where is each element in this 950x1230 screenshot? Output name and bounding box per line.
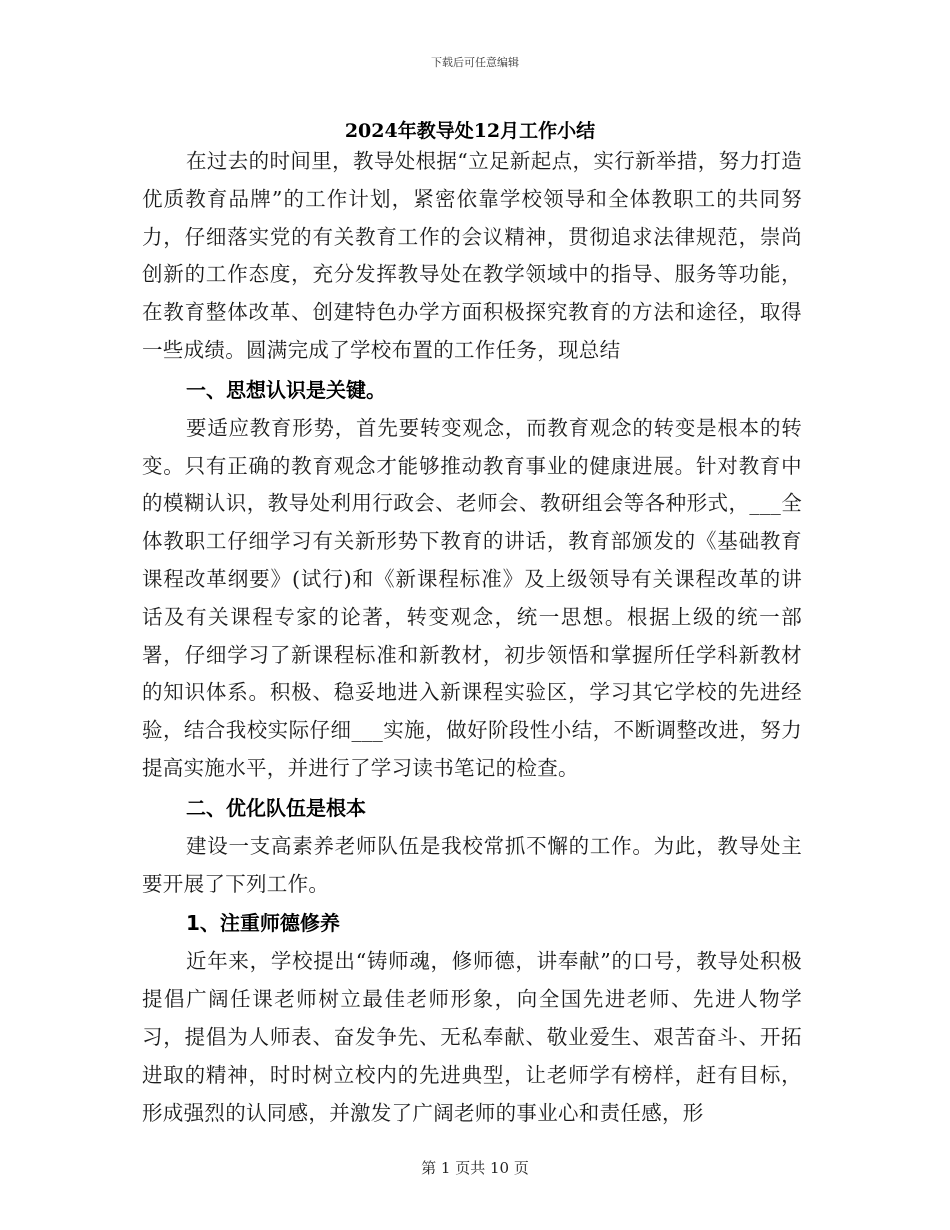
subsection-2-1-paragraph: 近年来，学校提出“铸师魂，修师德，讲奉献”的口号，教导处积极提倡广阔任课老师树立最佳老师形象，向全国先进老师、先进人物学习，提倡为人师表、奋发争先、无私奉献、敬业爱生、艰苦奋斗、开拓进取的精神，时时树立校内的先进典型，让老师学有榜样，赶有目标，形成强烈的认同感，并激发了广阔老师的事业心和责任感，形 — [142, 949, 802, 1125]
page-number-footer: 第 1 页共 10 页 — [421, 1159, 529, 1177]
section-1-paragraph: 要适应教育形势，首先要转变观念，而教育观念的转变是根本的转变。只有正确的教育观念才能够推动教育事业的健康进展。针对教育中的模糊认识，教导处利用行政会、老师会、教研组会等各种形式，___全体教职工仔细学习有关新形势下教育的讲话，教育部颁发的《基础教育课程改革纲要》(试行)和《新课程标准》及上级领导有关课程改革的讲话及有关课程专家的论著，转变观念，统一思想。根据上级的统一部署，仔细学习了新课程标准和新教材，初步领悟和掌握所任学科新教材的知识体系。积极、稳妥地进入新课程实验区，学习其它学校的先进经验，结合我校实际仔细___实施，做好阶段性小结，不断调整改进，努力提高实施水平，并进行了学习读书笔记的检查。 — [142, 415, 802, 780]
section-heading-2: 二、优化队伍是根本 — [186, 795, 366, 820]
intro-paragraph: 在过去的时间里，教导处根据“立足新起点，实行新举措，努力打造优质教育品牌”的工作计划，紧密依靠学校领导和全体教职工的共同努力，仔细落实党的有关教育工作的会议精神，贯彻追求法律规范，崇尚创新的工作态度，充分发挥教导处在教学领域中的指导、服务等功能，在教育整体改革、创建特色办学方面积极探究教育的方法和途径，取得一些成绩。圆满完成了学校布置的工作任务，现总结 — [142, 149, 802, 362]
page-header-note: 下载后可任意编辑 — [431, 56, 519, 69]
section-heading-1: 一、思想认识是关键。 — [186, 377, 386, 402]
subsection-heading-2-1: 1、注重师德修养 — [186, 911, 340, 936]
document-title: 2024年教导处12月工作小结 — [344, 120, 596, 142]
section-2-paragraph: 建设一支高素养老师队伍是我校常抓不懈的工作。为此，教导处主要开展了下列工作。 — [142, 833, 802, 896]
document-body — [142, 143, 802, 1132]
